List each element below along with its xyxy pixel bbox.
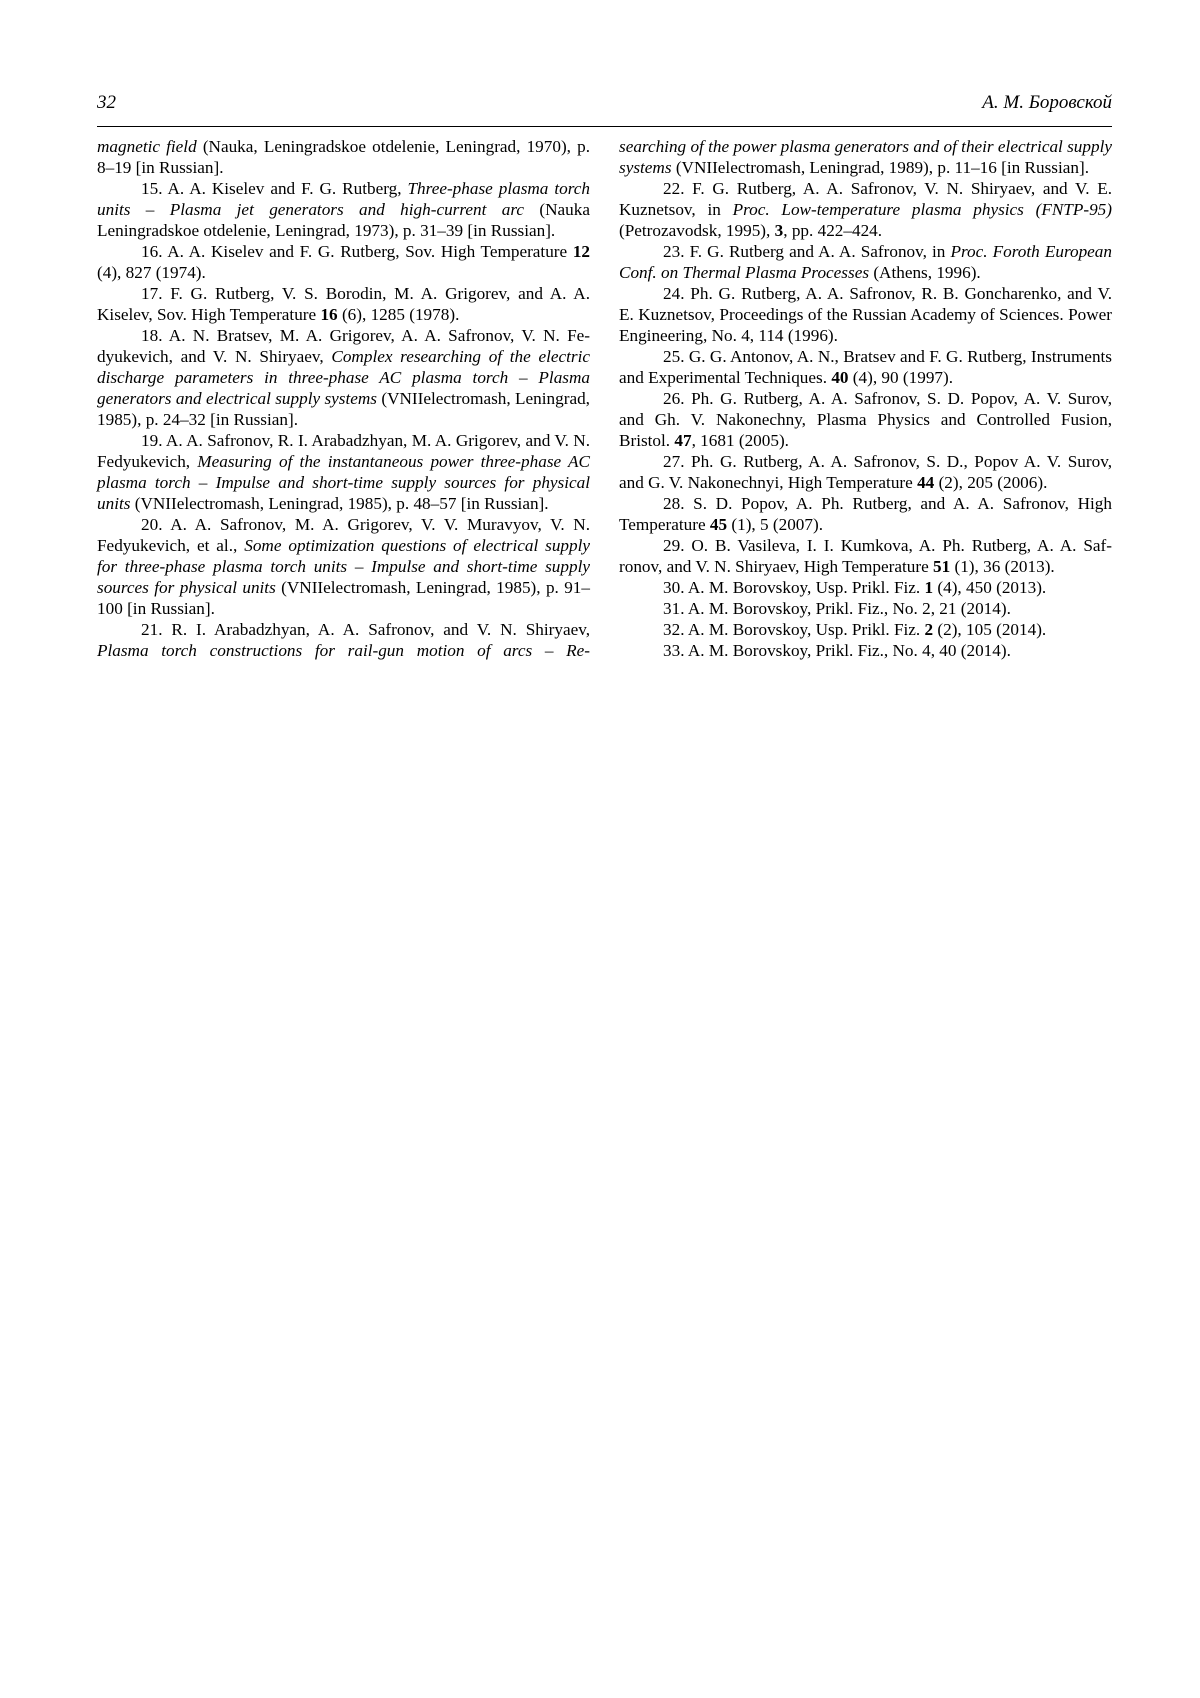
reference-17: 17. F. G. Rutberg, V. S. Borodin, M. A. Grigorev, and A. A. Kiselev, Sov. High Temperature 16 (6), 1285 (1978). bbox=[97, 283, 590, 325]
header-rule bbox=[97, 126, 1112, 127]
reference-24: 24. Ph. G. Rutberg, A. A. Safronov, R. B. Goncharenko, and V. E. Kuznetsov, Proceedings of the Russian Academy of Scienc­es. Power Engineering, No. 4, 114 (1996). bbox=[619, 283, 1112, 346]
page-number: 32 bbox=[97, 92, 116, 114]
reference-25: 25. G. G. Antonov, A. N., Bratsev and F. G. Rutberg, In­struments and Experimental Techniques. 40 (4), 90 (1997). bbox=[619, 346, 1112, 388]
reference-33: 33. A. M. Borovskoy, Prikl. Fiz., No. 4, 40 (2014). bbox=[619, 640, 1112, 661]
reference-22: 22. F. G. Rutberg, A. A. Safronov, V. N. Shiryaev, and V. E. Kuznetsov, in Proc. Low-temperature plasma physics (FNTP-95) (Petrozavodsk, 1995), 3, pp. 422–424. bbox=[619, 178, 1112, 241]
reference-26: 26. Ph. G. Rutberg, A. A. Safronov, S. D. Popov, A. V. Surov, and Gh. V. Nakonechny, Plasma Physics and Controlled Fusion, Bristol. 47, 1681 (2005). bbox=[619, 388, 1112, 451]
reference-30: 30. A. M. Borovskoy, Usp. Prikl. Fiz. 1 (4), 450 (2013). bbox=[619, 577, 1112, 598]
reference-29: 29. O. B. Vasileva, I. I. Kumkova, A. Ph. Rutberg, A. A. Saf­ronov, and V. N. Shiryaev, High Temperature 51 (1), 36 (2013). bbox=[619, 535, 1112, 577]
reference-27: 27. Ph. G. Rutberg, A. A. Safronov, S. D., Popov A. V. Surov, and G. V. Nakonechnyi, High Temperature 44 (2), 205 (2006). bbox=[619, 451, 1112, 493]
reference-31: 31. A. M. Borovskoy, Prikl. Fiz., No. 2, 21 (2014). bbox=[619, 598, 1112, 619]
references-column-right bbox=[619, 136, 1112, 661]
running-head: А. М. Боровской bbox=[982, 92, 1112, 114]
reference-19: 19. A. A. Safronov, R. I. Arabadzhyan, M. A. Grigorev, and V. N. Fedyukevich, Measuring of the instantaneous power three-phase AC plasma torch – Impulse and short-time supply sources for physical units (VNIIelectromash, Leningrad, 1985), p. 48–57 [in Russian]. bbox=[97, 430, 590, 514]
reference-21-continuation: searching of the power plasma generators and of their electrical supply systems (VNIIelectromash, Leningrad, 1989), p. 11–16 [in Russian]. bbox=[619, 136, 1112, 178]
reference-18: 18. A. N. Bratsev, M. A. Grigorev, A. A. Safronov, V. N. Fe­dyukevich, and V. N. Shiryaev, Complex researching of the elec­tric discharge parameters in three-phase AC plasma torch – Plasma generators and electrical supply systems (VNIIelectro­mash, Leningrad, 1985), p. 24–32 [in Russian]. bbox=[97, 325, 590, 430]
reference-15: 15. A. A. Kiselev and F. G. Rutberg, Three-phase plasma torch units – Plasma jet generators and high-current arc (Nauka Leningradskoe otdelenie, Leningrad, 1973), p. 31–39 [in Russian]. bbox=[97, 178, 590, 241]
references-column-left bbox=[97, 136, 590, 661]
reference-28: 28. S. D. Popov, A. Ph. Rutberg, and A. A. Safronov, High Temperature 45 (1), 5 (2007). bbox=[619, 493, 1112, 535]
reference-23: 23. F. G. Rutberg and A. A. Safronov, in Proc. Foroth Eu­ropean Conf. on Thermal Plasma Processes (Athens, 1996). bbox=[619, 241, 1112, 283]
reference-32: 32. A. M. Borovskoy, Usp. Prikl. Fiz. 2 (2), 105 (2014). bbox=[619, 619, 1112, 640]
reference-16: 16. A. A. Kiselev and F. G. Rutberg, Sov. High Temperature 12 (4), 827 (1974). bbox=[97, 241, 590, 283]
page-header bbox=[97, 92, 1112, 122]
reference-20: 20. A. A. Safronov, M. A. Grigorev, V. V. Muravyov, V. N. Fedyukevich, et al., Some optimization questions of electri­cal supply for three-phase plasma torch units – Impulse and short-time supply sources for physical units (VNIIelectromash, Lenin­grad, 1985), p. 91–100 [in Russian]. bbox=[97, 514, 590, 619]
reference-21: 21. R. I. Arabadzhyan, A. A. Safronov, and V. N. Shiryaev, Plasma torch constructions for rail-gun motion of arcs – Re- bbox=[97, 619, 590, 661]
reference-14-continuation: magnetic field (Nauka, Leningradskoe otdelenie, Leningrad, 1970), p. 8–19 [in Russian]. bbox=[97, 136, 590, 178]
